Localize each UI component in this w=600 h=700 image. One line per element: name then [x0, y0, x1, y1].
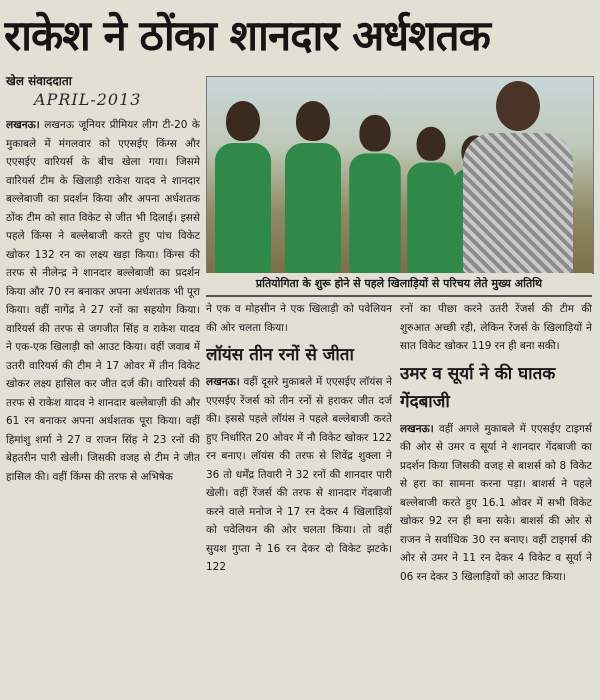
article-column-3 — [400, 300, 592, 696]
dateline: लखनऊ। — [6, 119, 40, 131]
dateline: लखनऊ। — [400, 422, 434, 435]
photo-caption: प्रतियोगिता के शुरू होने से पहले खिलाड़ियों से परिचय लेते मुख्य अतिथि — [206, 273, 592, 297]
chief-guest-figure — [463, 81, 573, 273]
byline: खेल संवाददाता — [6, 74, 72, 88]
article-column-1 — [6, 116, 200, 696]
article-column-2 — [206, 300, 392, 696]
player-figure — [215, 101, 271, 273]
player-figure — [407, 127, 455, 273]
dateline: लखनऊ। — [206, 376, 240, 388]
column-1-text: लखनऊ जूनियर प्रीमियर लीग टी-20 के मुकाबले में मंगलवार को एएसईए किंग्स और एएसईए वारियर्स के बीच खेला गया। जिसमे वारियर्स टीम के खिलाड़ी राकेश यादव ने शानदार बल्लेबाजी का प्रदर्शन किया और अपना अर्धशतक ठोंक टीम को सात विकेट से जीत भी दिलाई। इससे पहले किंग्स ने बल्लेबाजी करते हुए पांच विकेट खोकर 132 रन का लक्ष्य खड़ा किया। किंग्स की तरफ से नीलेन्द्र ने शानदार बल्लेबाजी का प्रदर्शन किया और 70 रन बनाकर अपना अर्धशतक भी पूरा किया। वहीं नागेंद्र ने 27 रनों का सहयोग किया। वारियर्स की तरफ से जगजीत सिंह व राकेश यादव ने एक-एक खिलाड़ी को आउट किया। वहीं जवाब में उतरी वारियर्स की टीम ने 17 ओवर में तीन विकेट खोकर लक्ष्य हासिल कर जीत दर्ज की। वारियर्स की तरफ से राकेश यादव ने शानदार बल्लेबाज़ी की और 61 रन बनाकर अपना अर्धशतक पूरा किया। वहीं हिमांशु शर्मा ने 27 व राजन सिंह ने 23 रनों की बेहतरीन पारी खेली। जिसकी वजह से टीम ने जीत हासिल की। वहीं किंग्स की तरफ से अभिषेक — [6, 119, 200, 483]
headline: राकेश ने ठोंका शानदार अर्धशतक — [4, 11, 490, 60]
subheading-umar-surya: उमर व सूर्या ने की घातक गेंदबाजी — [400, 363, 556, 412]
player-figure — [349, 115, 401, 273]
column-3-text: वहीं अगले मुकाबले में एएसईए टाइगर्स की ओर से उमर व सूर्या ने शानदार गेंदबाजी का प्रदर्शन किया जिसकी वजह से बाशर्स को 8 विकेट से हरा का सामना करना पड़ा। बाशर्स ने पहले बल्लेबाजी करते हुए 16.1 ओवर में सभी विकेट खोकर 92 रन ही बना सके। बाशर्स की ओर से राजन ने सर्वाधिक 30 रन बनाए। वहीं टाइगर्स की ओर से उमर ने 11 रन देकर 4 विकेट व सूर्या ने 06 रन देकर 3 खिलाड़ियों को आउट किया। — [400, 422, 592, 583]
news-photo — [206, 76, 594, 274]
player-figure — [285, 101, 341, 273]
column-2-text: वहीं दूसरे मुकाबले में एएसईए लॉयंस ने एएसईए रेंजर्स को तीन रनों से हराकर जीत दर्ज की। इससे पहले लॉयंस ने पहले बल्लेबाजी करते हुए निर्धारित 20 ओवर में नौ विकेट खोकर 122 रन बनाए। लॉयंस की तरफ से शिवेंद्र शुक्ला ने 36 तो धर्मेंद्र तिवारी ने 32 रनों की शानदार पारी खेली। वहीं रेंजर्स की तरफ से शानदार गेंदबाजी करने वाले मनोज ने 17 रन देकर 4 खिलाड़ियों को पवेलियन की ओर चलता किया। तो वहीं सुयश गुप्ता ने 16 रन देकर दो विकेट झटके। 122 — [206, 376, 392, 573]
subheading-lions: लॉयंस तीन रनों से जीता — [206, 345, 354, 365]
column-3-intro: रनों का पीछा करने उतरी रेंजर्स की टीम की शुरुआत अच्छी रही, लेकिन रेंजर्स के खिलाड़ियों ने सात विकेट खोकर 119 रन ही बना सकी। — [400, 303, 592, 352]
column-2-intro: ने एक व मोहसीन ने एक खिलाड़ी को पवेलियन की ओर चलता किया। — [206, 303, 392, 334]
handwritten-date: APRIL-2013 — [34, 90, 142, 109]
